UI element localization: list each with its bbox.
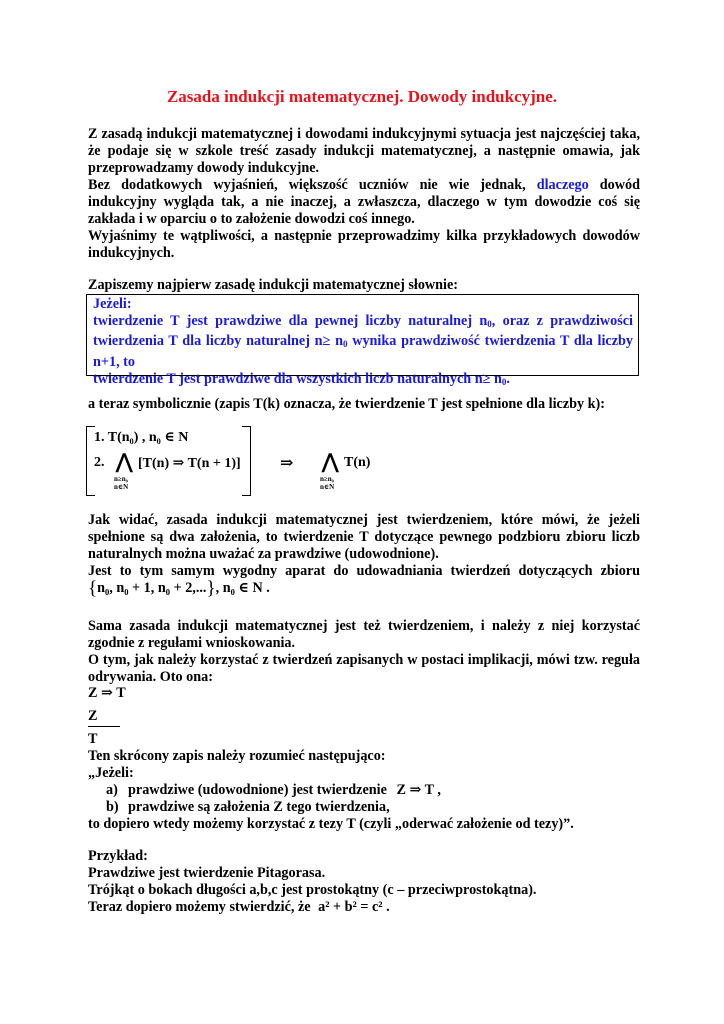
implies-symbol: ⇒ [280,455,294,472]
symbolic-intro: a teraz symbolicznie (zapis T(k) oznacza, że twierdzenie T jest spełnione dla liczby k): [88,396,605,412]
wedge-subscript-rhs [320,475,334,491]
wedge-condition-1: n≥n₀ [114,475,128,483]
wedge-condition-2: n∈N [114,483,129,491]
example-l3-text: Teraz dopiero możemy stwierdzić, że [88,899,311,915]
modus-ponens-z: Z [88,708,98,724]
if-line: „Jeżeli: [88,765,134,781]
explain-line: Ten skrócony zapis należy rozumieć następująco: [88,748,386,764]
principle-box [86,294,639,387]
wedge-condition-1: n≥n₀ [320,475,334,483]
modus-ponens-t: T [88,731,98,747]
pythagoras-equation: a² + b² = c² . [318,899,390,915]
item-a-expr: Z ⇒ T , [396,782,441,798]
principle-part-d: wynika prawdziwość twierdzenia T dla liczby n+1, to [93,333,633,370]
intro-paragraph-3: Wyjaśnimy te wątpliwości, a następnie przeprowadzimy kilka przykładowych dowodów indukcyjnych. [88,228,640,262]
verbal-intro: Zapiszemy najpierw zasadę indukcji matematycznej słownie: [88,277,459,293]
list-label-a: a) [106,782,118,798]
list-item-b: prawdziwe są założenia Z tego twierdzenia, [128,799,390,815]
subscript-zero: 0 [487,319,492,330]
intro-p2-after: dowód indukcyjny wygląda tak, a nie inaczej, a zwłaszcza, dlaczego w tym dowodzie coś się zakłada i w oparciu o to założenie dowodzi coś innego. [88,177,641,228]
page-title: Zasada indukcji matematycznej. Dowody indukcyjne. [166,87,558,106]
conclusion-period: . [506,370,510,387]
principle-body [93,313,633,371]
big-wedge-symbol-rhs: ⋀ [322,451,339,473]
example-line-3 [88,899,390,916]
modus-ponens-premise: Z ⇒ T [88,685,126,701]
principle-conclusion [93,371,633,391]
right-bracket [242,426,251,496]
ge-symbol: ≥ [322,333,331,350]
wedge-subscript [114,475,128,491]
formula-row-1: 1. T(n₀) , n₀ ∈ N [94,430,189,445]
conclusion-n: n [490,370,502,387]
formula-row-2-num: 2. [94,455,105,470]
principle-text [93,296,633,391]
formula-rhs: T(n) [344,455,371,470]
intro-paragraph-1: Z zasadą indukcji matematycznej i dowodami indukcyjnymi sytuacja jest najczęściej taka, że podaje się w szkole treść zasady indukcji matematycznej, a następnie omawia, jak przeprowadzamy dowody indukcyjne. [88,126,640,177]
principle-part-c: n [330,333,343,350]
item-a-text: prawdziwe (udowodnione) jest twierdzenie [128,782,387,798]
example-label: Przykład: [88,848,148,864]
intro-p2-before: Bez dodatkowych wyjaśnień, większość uczniów nie wie jednak, [88,177,526,193]
why-highlight: dlaczego [536,177,589,193]
wedge-condition-2: n∈N [320,483,335,491]
natural-set-tail: , n₀ ∈ N . [215,580,270,596]
rules-paragraph-1: Sama zasada indukcji matematycznej jest też twierdzeniem, i należy z niej korzystać zgodnie z regułami wnioskowania. [88,618,640,652]
close-brace: } [206,578,216,599]
list-item-a [128,782,441,799]
after-paragraph-1: Jak widać, zasada indukcji matematycznej jest twierdzeniem, które mówi, że jeżeli spełnione są dwa założenia, to twierdzenie T dotyczące pewnego podzbioru zbioru liczb naturalnych można uważać za prawdziwe (udowodnione). [88,512,640,563]
list-label-b: b) [106,799,119,815]
open-brace: { [88,578,98,599]
conclusion-text: twierdzenie T jest prawdziwe dla wszystkich liczb naturalnych n [93,370,483,387]
rules-paragraph-2: O tym, jak należy korzystać z twierdzeń zapisanych w postaci implikacji, mówi tzw. reguła odrywania. Oto ona: [88,652,640,686]
principle-part-b: , oraz z prawdziwości twierdzenia T dla liczby naturalnej n [93,313,633,350]
ge-symbol: ≥ [482,370,491,387]
intro-paragraph-2 [88,177,640,229]
example-line-1: Prawdziwe jest twierdzenie Pitagorasa. [88,865,326,881]
then-line: to dopiero wtedy możemy korzystać z tezy T (czyli „oderwać założenie od tezy)”. [88,816,574,832]
principle-if: Jeżeli: [93,296,132,312]
natural-set: n₀, n₀ + 1, n₀ + 2,... [97,580,207,596]
principle-part-a: twierdzenie T jest prawdziwe dla pewnej liczby naturalnej n [93,313,488,330]
inference-line [88,726,120,727]
natural-set-line [88,578,270,600]
big-wedge-symbol: ⋀ [116,451,133,473]
subscript-zero: 0 [342,339,348,350]
example-line-2: Trójkąt o bokach długości a,b,c jest prostokątny (c – przeciwprostokątna). [88,882,537,898]
subscript-zero: 0 [501,376,507,387]
induction-formula [86,426,386,498]
formula-row-2-expr: [T(n) ⇒ T(n + 1)] [138,456,241,471]
after-paragraph-2: Jest to tym samym wygodny aparat do udowadniania twierdzeń dotyczących zbioru [88,563,640,579]
